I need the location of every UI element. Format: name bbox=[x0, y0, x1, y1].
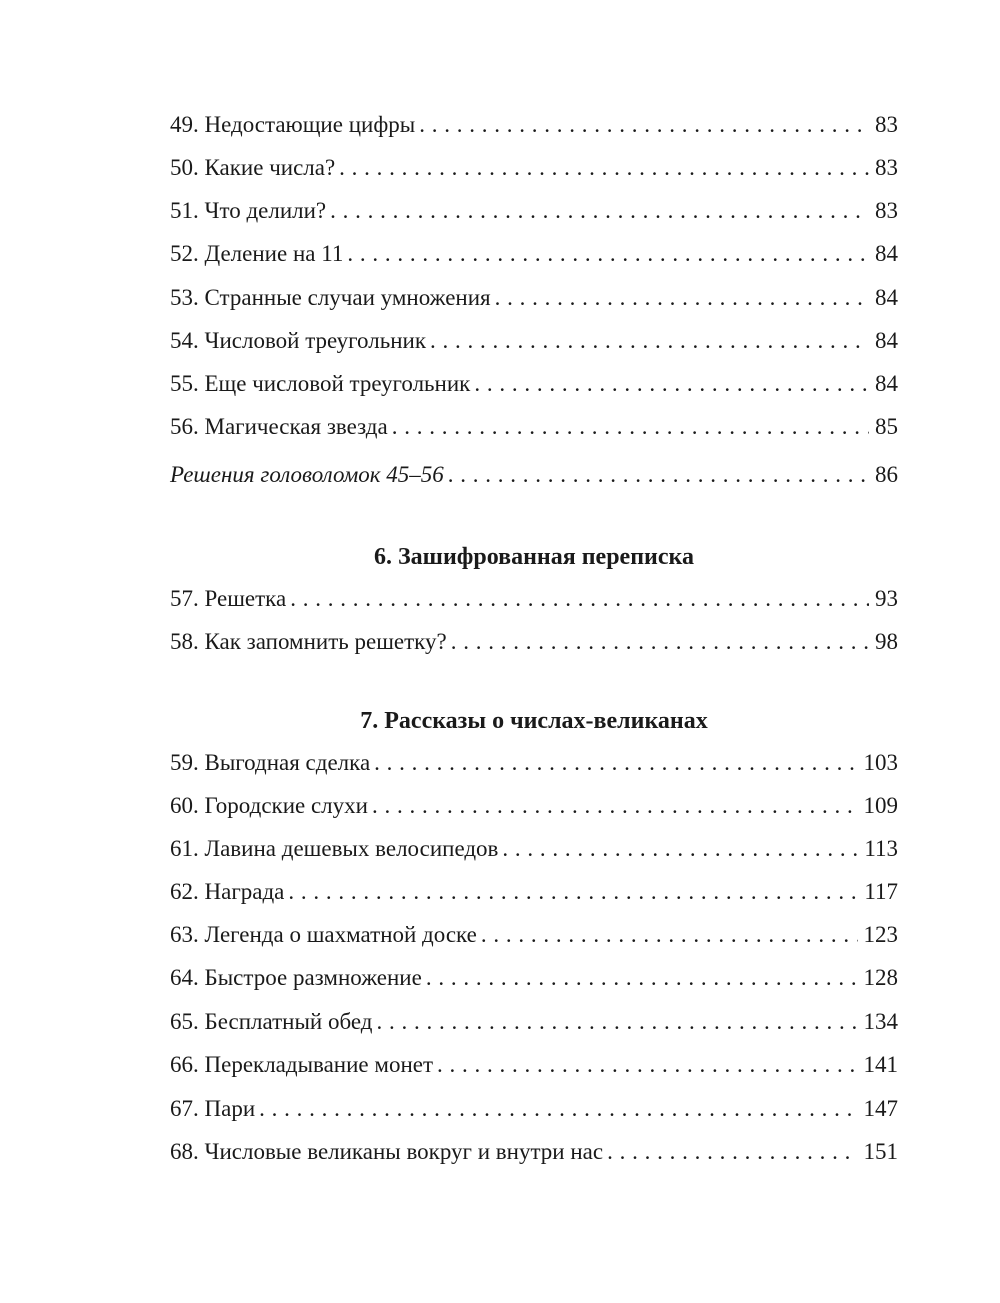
toc-entry-label: 49. Недостающие цифры bbox=[170, 112, 416, 137]
toc-entry-page: 147 bbox=[863, 1096, 898, 1121]
toc-entry-label: 56. Магическая звезда bbox=[170, 414, 388, 439]
toc-entry[interactable] bbox=[170, 964, 898, 992]
toc-leader-dots bbox=[376, 1008, 857, 1036]
toc-leader-dots bbox=[419, 111, 869, 139]
toc-entry-label: 68. Числовые великаны вокруг и внутри нас bbox=[170, 1139, 604, 1164]
toc-entry-page: 128 bbox=[863, 965, 898, 990]
toc-entry[interactable] bbox=[170, 1095, 898, 1123]
toc-entry[interactable] bbox=[170, 878, 898, 906]
toc-leader-dots bbox=[430, 327, 869, 355]
toc-entry-page: 83 bbox=[875, 155, 898, 180]
toc-leader-dots bbox=[474, 370, 869, 398]
toc-leader-dots bbox=[290, 585, 869, 613]
toc-entry-page: 84 bbox=[875, 285, 898, 310]
toc-leader-dots bbox=[330, 197, 869, 225]
toc-leader-dots bbox=[259, 1095, 857, 1123]
toc-solutions-entry[interactable] bbox=[170, 461, 898, 489]
toc-entry-page: 84 bbox=[875, 328, 898, 353]
toc-entry-page: 103 bbox=[863, 750, 898, 775]
toc-leader-dots bbox=[339, 154, 869, 182]
toc-entry-page: 84 bbox=[875, 241, 898, 266]
toc-leader-dots bbox=[437, 1051, 857, 1079]
toc-entry[interactable] bbox=[170, 413, 898, 441]
toc-entry-label: 62. Награда bbox=[170, 879, 285, 904]
toc-entry-page: 134 bbox=[863, 1009, 898, 1034]
toc-entry-label: 53. Странные случаи умножения bbox=[170, 285, 491, 310]
chapter-heading: 6. Зашифрованная переписка bbox=[374, 544, 694, 570]
toc-leader-dots bbox=[607, 1138, 857, 1166]
toc-entry-label: 57. Решетка bbox=[170, 586, 287, 611]
toc-entry[interactable] bbox=[170, 1008, 898, 1036]
toc-entry-page: 83 bbox=[875, 112, 898, 137]
toc-leader-dots bbox=[374, 749, 857, 777]
toc-entry-page: 123 bbox=[863, 922, 898, 947]
toc-entry-label: 59. Выгодная сделка bbox=[170, 750, 371, 775]
toc-entry[interactable] bbox=[170, 792, 898, 820]
toc-entry-page: 113 bbox=[864, 836, 898, 861]
toc-entry[interactable] bbox=[170, 327, 898, 355]
toc-leader-dots bbox=[347, 240, 869, 268]
toc-entry[interactable] bbox=[170, 749, 898, 777]
toc-entry-label: 52. Деление на 11 bbox=[170, 241, 344, 266]
toc-entry[interactable] bbox=[170, 240, 898, 268]
toc-leader-dots bbox=[392, 413, 869, 441]
toc-entry-label: 50. Какие числа? bbox=[170, 155, 336, 180]
toc-entry-label: 55. Еще числовой треугольник bbox=[170, 371, 471, 396]
toc-entry-page: 151 bbox=[863, 1139, 898, 1164]
toc-entry-label: 64. Быстрое размножение bbox=[170, 965, 422, 990]
toc-entry[interactable] bbox=[170, 370, 898, 398]
toc-entry-label: 51. Что делили? bbox=[170, 198, 327, 223]
toc-entry[interactable] bbox=[170, 921, 898, 949]
toc-entry-label: 66. Перекладывание монет bbox=[170, 1052, 434, 1077]
toc-entry-page: 117 bbox=[864, 879, 898, 904]
toc-leader-dots bbox=[451, 628, 869, 656]
toc-entry-label: 61. Лавина дешевых велосипедов bbox=[170, 836, 499, 861]
toc-leader-dots bbox=[372, 792, 858, 820]
toc-entry[interactable] bbox=[170, 1051, 898, 1079]
toc-leader-dots bbox=[495, 284, 869, 312]
toc-entry-label: 60. Городские слухи bbox=[170, 793, 368, 818]
toc-leader-dots bbox=[288, 878, 858, 906]
toc-entry[interactable] bbox=[170, 197, 898, 225]
toc-entry[interactable] bbox=[170, 154, 898, 182]
toc-entry-label: 63. Легенда о шахматной доске bbox=[170, 922, 477, 947]
toc-leader-dots bbox=[502, 835, 858, 863]
toc-entry-page: 93 bbox=[875, 586, 898, 611]
toc-entry-label: 65. Бесплатный обед bbox=[170, 1009, 373, 1034]
toc-entry-page: 85 bbox=[875, 414, 898, 439]
toc-entry[interactable] bbox=[170, 628, 898, 656]
toc-entry[interactable] bbox=[170, 111, 898, 139]
toc-entry-page: 83 bbox=[875, 198, 898, 223]
toc-entry[interactable] bbox=[170, 585, 898, 613]
toc-entry-page: 109 bbox=[863, 793, 898, 818]
toc-entry[interactable] bbox=[170, 835, 898, 863]
toc-entry[interactable] bbox=[170, 284, 898, 312]
toc-entry-page: 98 bbox=[875, 629, 898, 654]
chapter-heading: 7. Рассказы о числах-великанах bbox=[360, 708, 708, 734]
toc-entry-page: 141 bbox=[863, 1052, 898, 1077]
toc-leader-dots bbox=[481, 921, 858, 949]
toc-entry[interactable] bbox=[170, 1138, 898, 1166]
toc-entry-label: Решения головоломок 45–56 bbox=[170, 462, 444, 487]
toc-entry-page: 84 bbox=[875, 371, 898, 396]
toc-entry-label: 58. Как запомнить решетку? bbox=[170, 629, 447, 654]
toc-leader-dots bbox=[426, 964, 858, 992]
toc-entry-page: 86 bbox=[875, 462, 898, 487]
toc-leader-dots bbox=[448, 461, 869, 489]
toc-entry-label: 67. Пари bbox=[170, 1096, 256, 1121]
toc-entry-label: 54. Числовой треугольник bbox=[170, 328, 426, 353]
